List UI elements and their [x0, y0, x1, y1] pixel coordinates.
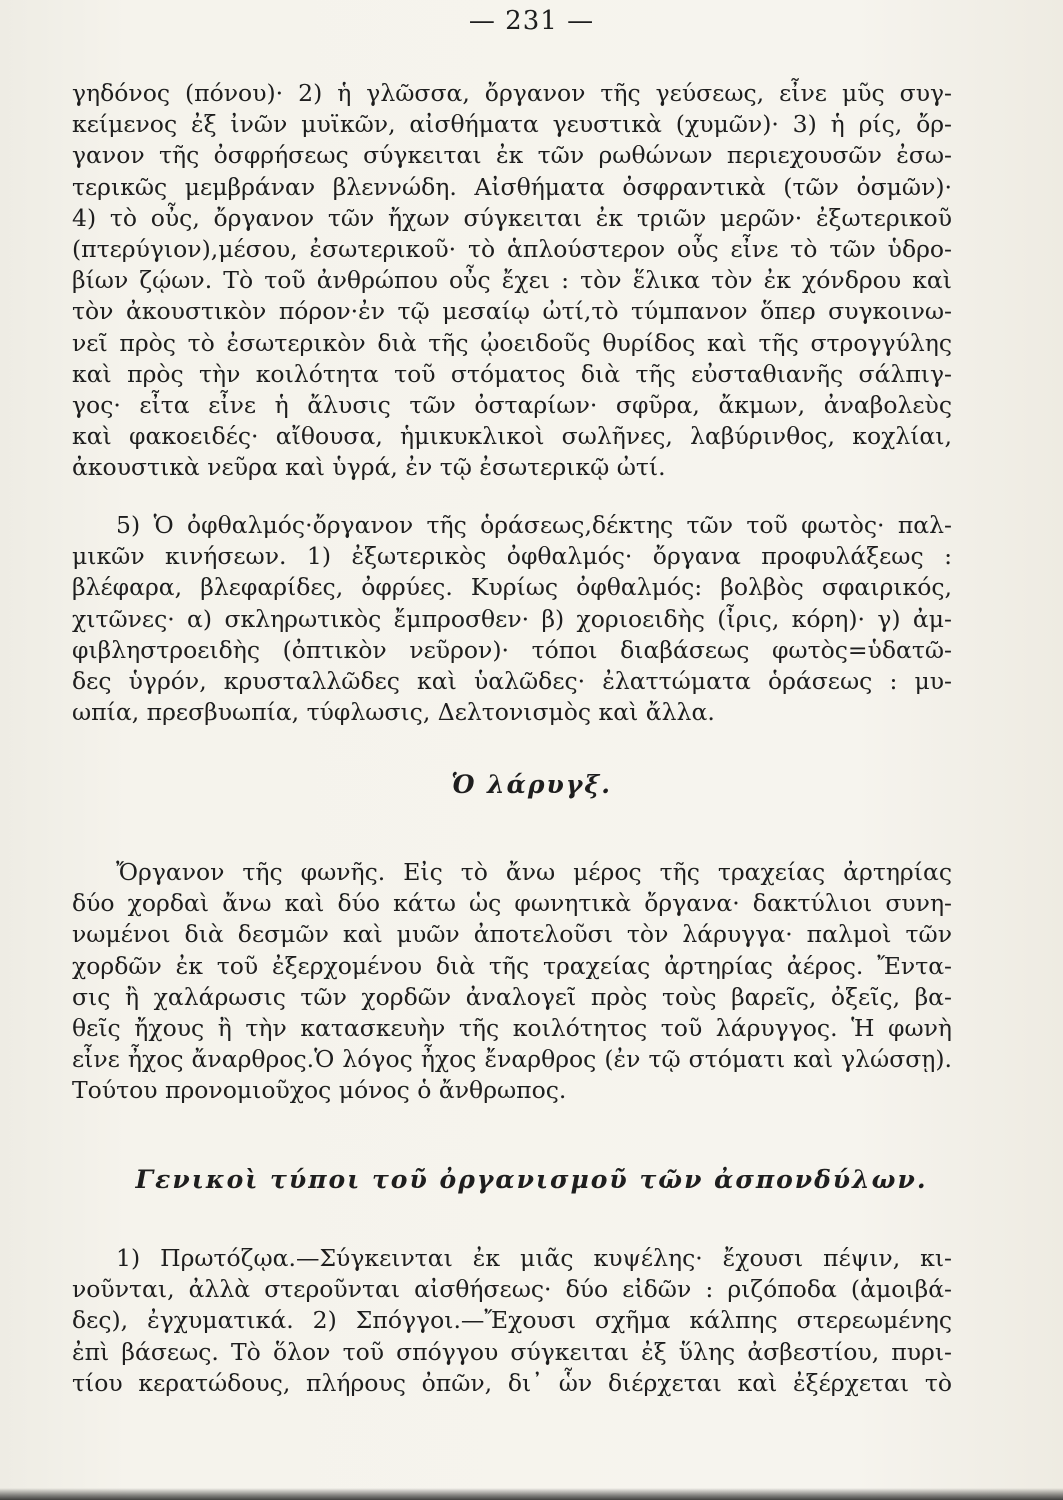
- text-line: καὶ πρὸς τὴν κοιλότητα τοῦ στόματος διὰ τῆς εὐσταθιανῆς σάλπιγ-: [72, 359, 952, 388]
- text-line: καὶ φακοειδές· αἴθουσα, ἡμικυκλικοὶ σωλῆνες, λαβύρινθος, κοχλίαι,: [72, 422, 952, 451]
- text-line: ἀκουστικὰ νεῦρα καὶ ὑγρά, ἐν τῷ ἐσωτερικῷ ὠτί.: [72, 453, 666, 482]
- text-line: νεῖ πρὸς τὸ ἐσωτερικὸν διὰ τῆς ᾠοειδοῦς θυρίδος καὶ τῆς στρογγύλης: [72, 328, 952, 357]
- text-line: φιβληστροειδὴς (ὀπτικὸν νεῦρον)· τόποι διαβάσεως φωτὸς=ὑδατῶ-: [72, 635, 952, 664]
- text-line: νωμένοι διὰ δεσμῶν καὶ μυῶν ἀποτελοῦσι τὸν λάρυγγα· παλμοὶ τῶν: [72, 920, 952, 949]
- section-heading-larynx: Ὁ λάρυγξ.: [451, 770, 612, 799]
- text-line: βίων ζῴων. Τὸ τοῦ ἀνθρώπου οὖς ἔχει : τὸν ἕλικα τὸν ἐκ χόνδρου καὶ: [72, 266, 952, 295]
- text-line: (πτερύγιον),μέσου, ἐσωτερικοῦ· τὸ ἁπλούστερον οὖς εἶνε τὸ τῶν ὑδρο-: [72, 235, 952, 264]
- text-line: βλέφαρα, βλεφαρίδες, ὀφρύες. Κυρίως ὀφθαλμός: βολβὸς σφαιρικός,: [72, 573, 952, 602]
- text-line: 5) Ὁ ὀφθαλμός·ὄργανον τῆς ὁράσεως,δέκτης τῶν τοῦ φωτὸς· παλ-: [116, 511, 952, 539]
- text-line: κείμενος ἐξ ἰνῶν μυϊκῶν, αἰσθήματα γευστικὰ (χυμῶν)· 3) ἡ ρίς, ὄρ-: [72, 110, 952, 139]
- paragraph-invertebrates: [72, 1243, 952, 1399]
- text-line: θεῖς ἤχους ἢ τὴν κατασκευὴν τῆς κοιλότητος τοῦ λάρυγγος. Ἡ φωνὴ: [72, 1014, 952, 1043]
- text-line: γανον τῆς ὀσφρήσεως σύγκειται ἐκ τῶν ρωθώνων περιεχουσῶν ἐσω-: [72, 141, 952, 170]
- text-line: δύο χορδαὶ ἄνω καὶ δύο κάτω ὡς φωνητικὰ ὄργανα· δακτύλιοι συνη-: [72, 889, 952, 918]
- text-line: τίου κερατώδους, πλήρους ὀπῶν, δι᾽ ὧν διέρχεται καὶ ἐξέρχεται τὸ: [72, 1368, 952, 1397]
- paragraph-senses: [72, 78, 952, 484]
- paragraph-eye: [72, 510, 952, 728]
- section-heading-invertebrates: Γενικοὶ τύποι τοῦ ὀργανισμοῦ τῶν ἀσπονδύλων.: [135, 1165, 928, 1194]
- text-line: ωπία, πρεσβυωπία, τύφλωσις, Δελτονισμὸς καὶ ἄλλα.: [72, 698, 715, 727]
- text-line: χορδῶν ἐκ τοῦ ἐξερχομένου διὰ τῆς τραχείας ἀρτηρίας ἀέρος. Ἔντα-: [72, 951, 952, 980]
- text-line: ἐπὶ βάσεως. Τὸ ὅλον τοῦ σπόγγου σύγκειται ἐξ ὕλης ἀσβεστίου, πυρι-: [72, 1337, 952, 1366]
- text-line: 4) τὸ οὖς, ὄργανον τῶν ἤχων σύγκειται ἐκ τριῶν μερῶν· ἐξωτερικοῦ: [72, 203, 952, 232]
- text-line: Τούτου προνομιοῦχος μόνος ὁ ἄνθρωπος.: [72, 1076, 567, 1105]
- page-bottom-edge: [0, 1488, 1063, 1500]
- text-line: σις ἢ χαλάρωσις τῶν χορδῶν ἀναλογεῖ πρὸς τοὺς βαρεῖς, ὀξεῖς, βα-: [72, 982, 952, 1011]
- text-line: γηδόνος (πόνου)· 2) ἡ γλῶσσα, ὄργανον τῆς γεύσεως, εἶνε μῦς συγ-: [72, 79, 952, 107]
- text-line: μικῶν κινήσεων. 1) ἐξωτερικὸς ὀφθαλμός· ὄργανα προφυλάξεως :: [72, 542, 952, 571]
- text-line: γος· εἶτα εἶνε ἡ ἄλυσις τῶν ὀσταρίων· σφῦρα, ἄκμων, ἀναβολεὺς: [72, 391, 952, 420]
- text-line: νοῦνται, ἀλλὰ στεροῦνται αἰσθήσεως· δύο εἰδῶν : ριζόποδα (ἀμοιβά-: [72, 1275, 952, 1304]
- text-line: τερικῶς μεμβράναν βλεννώδη. Αἰσθήματα ὀσφραντικὰ (τῶν ὀσμῶν)·: [72, 172, 952, 201]
- text-line: τὸν ἀκουστικὸν πόρον·ἐν τῷ μεσαίῳ ὠτί,τὸ τύμπανον ὅπερ συγκοινω-: [72, 297, 952, 326]
- text-line: 1) Πρωτόζῳα.—Σύγκεινται ἐκ μιᾶς κυψέλης· ἔχουσι πέψιν, κι-: [116, 1244, 952, 1272]
- page-number: — 231 —: [468, 6, 595, 36]
- text-line: εἶνε ἦχος ἄναρθρος.Ὁ λόγος ἦχος ἔναρθρος (ἐν τῷ στόματι καὶ γλώσσῃ).: [72, 1045, 952, 1074]
- text-line: δες), ἐγχυματικά. 2) Σπόγγοι.—Ἔχουσι σχῆμα κάλπης στερεωμένης: [72, 1306, 952, 1335]
- text-line: χιτῶνες· α) σκληρωτικὸς ἔμπροσθεν· β) χοριοειδὴς (ἶρις, κόρη)· γ) ἀμ-: [72, 604, 952, 633]
- paragraph-larynx: [72, 857, 952, 1107]
- text-line: Ὄργανον τῆς φωνῆς. Εἰς τὸ ἄνω μέρος τῆς τραχείας ἀρτηρίας: [116, 858, 952, 886]
- text-line: δες ὑγρόν, κρυσταλλῶδες καὶ ὑαλῶδες· ἐλαττώματα ὁράσεως : μυ-: [72, 667, 952, 696]
